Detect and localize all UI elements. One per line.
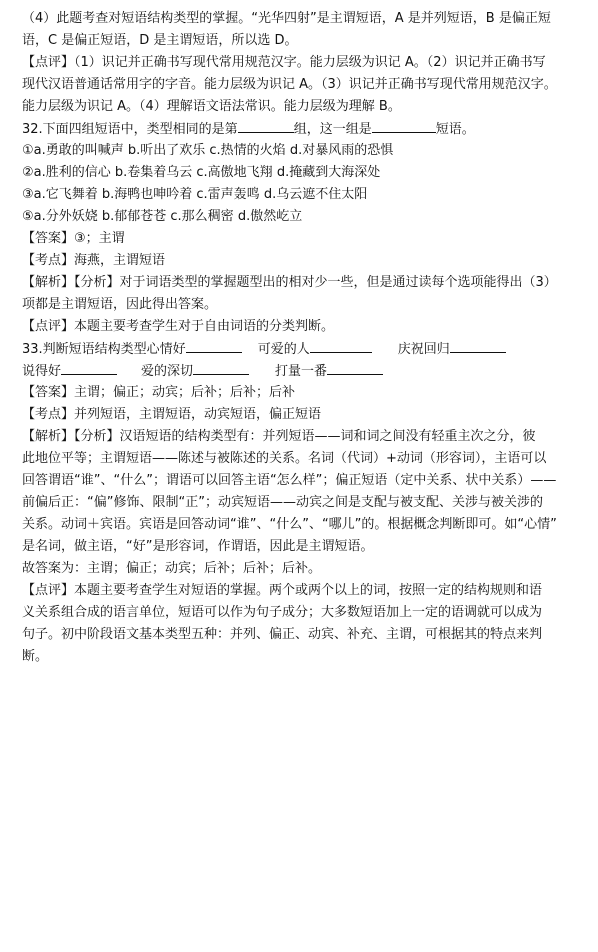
answer-blank xyxy=(327,360,383,375)
answer-blank xyxy=(450,338,506,353)
stem-text: 组，这一组是 xyxy=(293,122,372,137)
answer-blank xyxy=(186,338,242,353)
analysis-line: 此地位平等；主谓短语——陈述与被陈述的关系。名词（代词）+动词（形容词），主语可以 xyxy=(22,451,547,466)
answer-blank xyxy=(193,360,249,375)
option-line: ③a.它飞舞着 b.海鸭也呻吟着 c.雷声轰鸣 d.乌云遮不住太阳 xyxy=(22,187,368,202)
text-line: 【点评】（1）识记并正确书写现代常用规范汉字。能力层级为识记 A。（2）识记并正确书写 xyxy=(22,55,546,70)
analysis-line: 是名词，做主语，“好”是形容词，作谓语，因此是主谓短语。 xyxy=(22,539,374,554)
text-line: 能力层级为识记 A。（4）理解语文语法常识。能力层级为理解 B。 xyxy=(22,99,401,114)
phrase-text: 说得好 xyxy=(22,364,62,379)
point-line: 【考点】海燕，主谓短语 xyxy=(22,253,166,268)
comment-line: 句子。初中阶段语文基本类型五种：并列、偏正、动宾、补充、主谓，可根据其的特点来判 xyxy=(22,627,543,642)
phrase-text: 打量一番 xyxy=(275,364,328,379)
analysis-line: 前偏后正：“偏”修饰、限制“正”；动宾短语——动宾之间是支配与被支配、关涉与被关涉的 xyxy=(22,495,543,510)
question-32 xyxy=(22,118,588,338)
analysis-line: 【解析】【分析】对于词语类型的掌握题型出的相对少一些，但是通过读每个选项能得出（3） xyxy=(22,275,557,290)
option-line: ⑤a.分外妖娆 b.郁郁苍苍 c.那么稠密 d.傲然屹立 xyxy=(22,209,303,224)
answer-line: 【答案】主谓；偏正；动宾；后补；后补；后补 xyxy=(22,385,296,400)
answer-blank xyxy=(372,118,436,133)
phrase-text: 庆祝回归 xyxy=(397,342,450,357)
comment-line: 义关系组合成的语言单位，短语可以作为句子成分；大多数短语加上一定的语调就可以成为 xyxy=(22,605,543,620)
comment-line: 【点评】本题主要考查学生对于自由词语的分类判断。 xyxy=(22,319,335,334)
text-line: 现代汉语普通话常用字的字音。能力层级为识记 A。（3）识记并正确书写现代常用规范汉字。 xyxy=(22,77,557,92)
comment-line: 【点评】本题主要考查学生对短语的掌握。两个或两个以上的词，按照一定的结构规则和语 xyxy=(22,583,543,598)
option-line: ①a.勇敢的叫喊声 b.听出了欢乐 c.热情的火焰 d.对暴风雨的恐惧 xyxy=(22,143,394,158)
analysis-line: 【解析】【分析】汉语短语的结构类型有：并列短语——词和词之间没有轻重主次之分，彼 xyxy=(22,429,536,444)
comment-line: 断。 xyxy=(22,649,49,664)
question-33 xyxy=(22,338,588,668)
comment-block-1 xyxy=(22,52,588,118)
paragraph-4 xyxy=(22,8,588,52)
option-line: ②a.胜利的信心 b.卷集着乌云 c.高傲地飞翔 d.掩藏到大海深处 xyxy=(22,165,381,180)
question-32-stem xyxy=(22,118,588,140)
analysis-line: 回答谓语“谁”、“什么”；谓语可以回答主语“怎么样”；偏正短语（定中关系、状中关系）—— xyxy=(22,473,557,488)
answer-blank xyxy=(310,338,372,353)
phrase-text: 爱的深切 xyxy=(141,364,194,379)
answer-blank xyxy=(61,360,117,375)
stem-text: 32.下面四组短语中，类型相同的是第 xyxy=(22,122,238,137)
conclusion-line: 故答案为：主谓；偏正；动宾；后补；后补；后补。 xyxy=(22,561,322,576)
question-33-row-1 xyxy=(22,338,588,360)
answer-line: 【答案】③；主谓 xyxy=(22,231,125,246)
text-line: （4）此题考查对短语结构类型的掌握。“光华四射”是主谓短语，A 是并列短语，B 是偏正短 xyxy=(22,11,551,26)
phrase-text: 33.判断短语结构类型心情好 xyxy=(22,342,186,357)
analysis-line: 关系。动词＋宾语。宾语是回答动词“谁”、“什么”、“哪儿”的。根据概念判断即可。如“心情” xyxy=(22,517,557,532)
phrase-text: 可爱的人 xyxy=(257,342,310,357)
text-line: 语，C 是偏正短语，D 是主谓短语，所以选 D。 xyxy=(22,33,298,48)
question-33-row-2 xyxy=(22,360,588,382)
stem-text: 短语。 xyxy=(435,122,475,137)
point-line: 【考点】并列短语，主谓短语，动宾短语，偏正短语 xyxy=(22,407,322,422)
answer-blank xyxy=(238,118,294,133)
analysis-line: 项都是主谓短语，因此得出答案。 xyxy=(22,297,218,312)
